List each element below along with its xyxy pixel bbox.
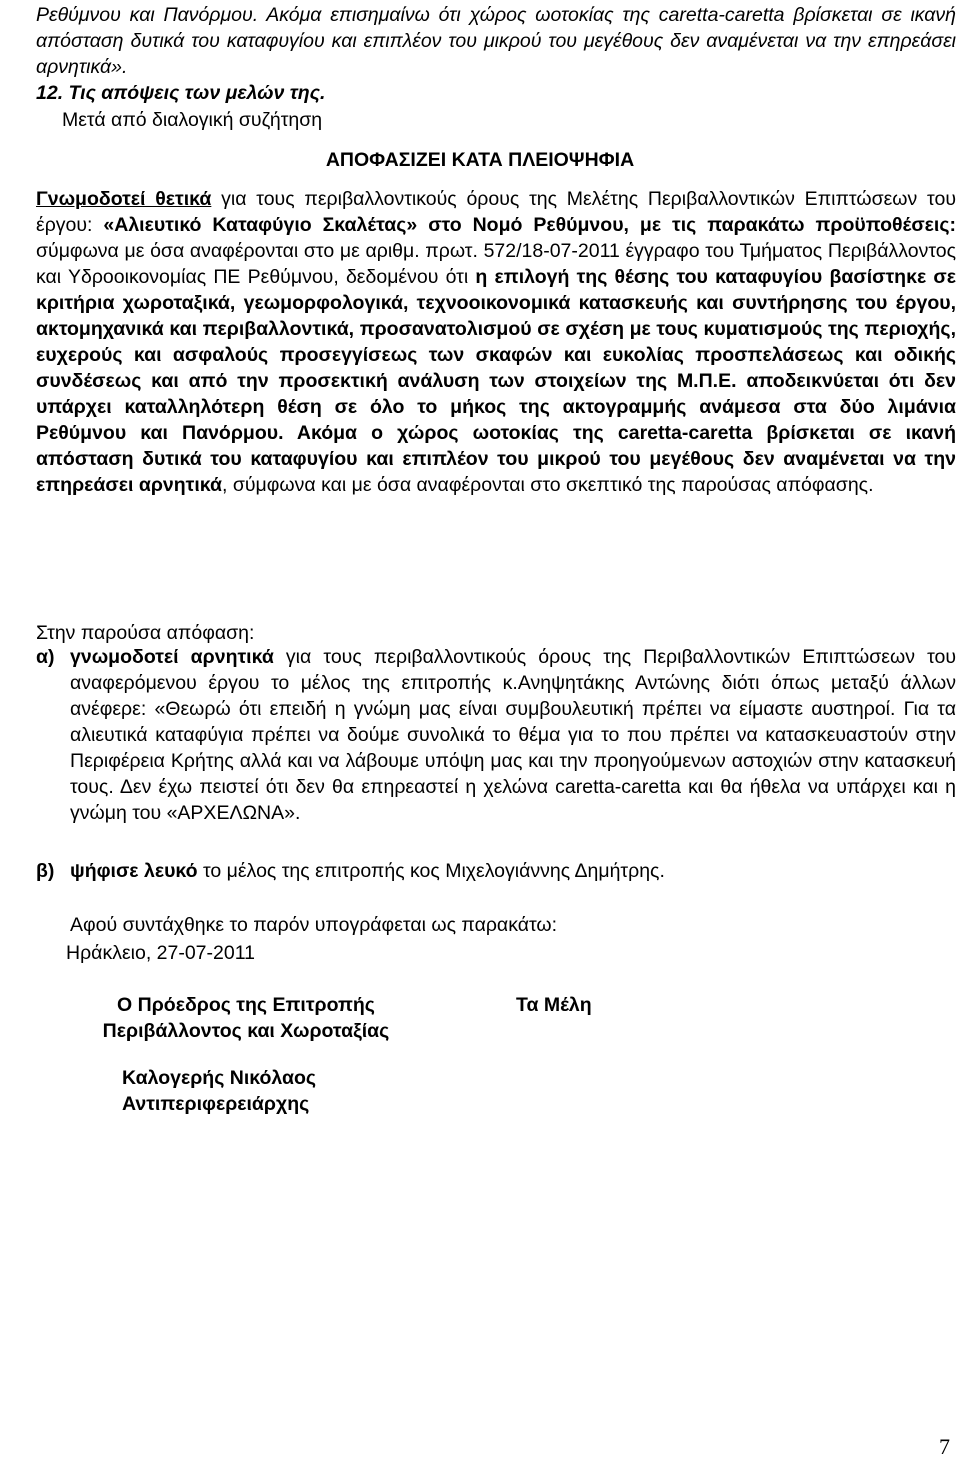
item-a-text: για τους περιβαλλοντικούς όρους της Περιβαλλοντικών Επιπτώσεων του αναφερόμενου έργου το μέλος της επιτροπής κ.Ανηψητάκης Αντώνης διότι όπως μεταξύ άλλων ανέφερε: «Θεωρώ ότι επειδή η γνώμη μας είναι συμβουλευτική πρέπει να είμαστε αυστηροί. Για τα αλιευτικά καταφύγια πρέπει να δούμε συνολικά το θέμα για το που πρέπει να κατασκευαστούν στην Περιφέρεια Κρήτης αλλά και να λάβουμε υπόψη μας και την προηγούμενων αστοχιών στην κατασκευή τους. Δεν έχω πειστεί ότι δεν θα επηρεαστεί η χελώνα caretta-caretta και θα ήθελα να υπάρχει και η γνώμη του «ΑΡΧΕΛΩΝΑ».	[70, 646, 956, 824]
project-name: «Αλιευτικό Καταφύγιο Σκαλέτας» στο Νομό Ρεθύμνου, με τις παρακάτω προϋποθέσεις:	[103, 214, 956, 236]
decision-text2: σύμφωνα με όσα αναφέρονται στο με αριθμ. πρωτ. 572/18-07-2011 έγγραφο του Τμήματος Περιβάλλοντος και Υδροοικονομίας ΠΕ Ρεθύμνου, δεδομένου ότι	[36, 240, 956, 288]
decision-verb: Γνωμοδοτεί θετικά	[36, 188, 212, 210]
closing-line: Αφού συντάχθηκε το παρόν υπογράφεται ως παρακάτω:	[70, 914, 558, 936]
signatory-role: Αντιπεριφερειάρχης	[122, 1093, 310, 1115]
signatory	[122, 1065, 316, 1117]
intro-paragraph: Ρεθύμνου και Πανόρμου. Ακόμα επισημαίνω ότι χώρος ωοτοκίας της caretta-caretta βρίσκεται σε ικανή απόσταση δυτικά του καταφυγίου και επιπλέον του μικρού του μεγέθους δεν αναμένεται να την επηρεάσει αρνητικά».	[36, 4, 956, 78]
discussion-line: Μετά από διαλογική συζήτηση	[62, 109, 323, 131]
section-heading	[36, 80, 325, 106]
president-line1: Ο Πρόεδρος της Επιτροπής	[117, 994, 375, 1016]
list-marker: α)	[36, 646, 55, 668]
decision-text3: , σύμφωνα και με όσα αναφέρονται στο σκεπτικό της παρούσας απόφασης.	[221, 474, 874, 496]
page-number: 7	[939, 1434, 950, 1459]
list-marker: β)	[36, 860, 55, 882]
president-title	[66, 992, 426, 1044]
item-a-bold: γνωμοδοτεί αρνητικά	[70, 646, 274, 668]
decision-paragraph	[36, 186, 956, 498]
list-item-b	[36, 858, 956, 884]
signatory-name: Καλογερής Νικόλαος	[122, 1067, 317, 1089]
decision-heading: ΑΠΟΦΑΣΙΖΕΙ ΚΑΤΑ ΠΛΕΙΟΨΗΦΙΑ	[325, 149, 635, 171]
in-this-decision: Στην παρούσα απόφαση:	[36, 622, 255, 644]
section-title: Τις απόψεις των μελών της.	[68, 82, 326, 104]
place-date: Ηράκλειο, 27-07-2011	[66, 942, 255, 964]
item-b-text: το μέλος της επιτροπής κος Μιχελογιάννης Δημήτρης.	[197, 860, 665, 882]
members-label: Τα Μέλη	[516, 994, 592, 1016]
decision-bold-text: η επιλογή της θέσης του καταφυγίου βασίστηκε σε κριτήρια χωροταξικά, γεωμορφολογικά, τεχνοοικονομικά κατασκευής και συντήρησης του έργου, ακτομηχανικά και περιβαλλοντικά, προσανατολισμού σε σχέση με τους κυματισμούς της περιοχής, ευχερούς και ασφαλούς προσεγγίσεως των σκαφών και ευκολίας προσπελάσεως και οδικής συνδέσεως και από την προσεκτική ανάλυση των στοιχείων της Μ.Π.Ε. αποδεικνύεται ότι δεν υπάρχει καταλληλότερη θέση σε όλο το μήκος της ακτογραμμής ανάμεσα στα δύο λιμάνια Ρεθύμνου και Πανόρμου. Ακόμα ο χώρος ωοτοκίας της caretta-caretta βρίσκεται σε ικανή απόσταση δυτικά του καταφυγίου και επιπλέον του μικρού του μεγέθους δεν αναμένεται να την επηρεάσει αρνητικά	[36, 266, 957, 496]
section-number: 12.	[36, 82, 64, 104]
item-b-bold: ψήφισε λευκό	[70, 860, 198, 882]
president-line2: Περιβάλλοντος και Χωροταξίας	[102, 1020, 390, 1042]
list-item-a	[36, 644, 956, 826]
decision-text1: για τους περιβαλλοντικούς όρους της Μελέτης Περιβαλλοντικών Επιπτώσεων του έργου:	[36, 188, 956, 236]
